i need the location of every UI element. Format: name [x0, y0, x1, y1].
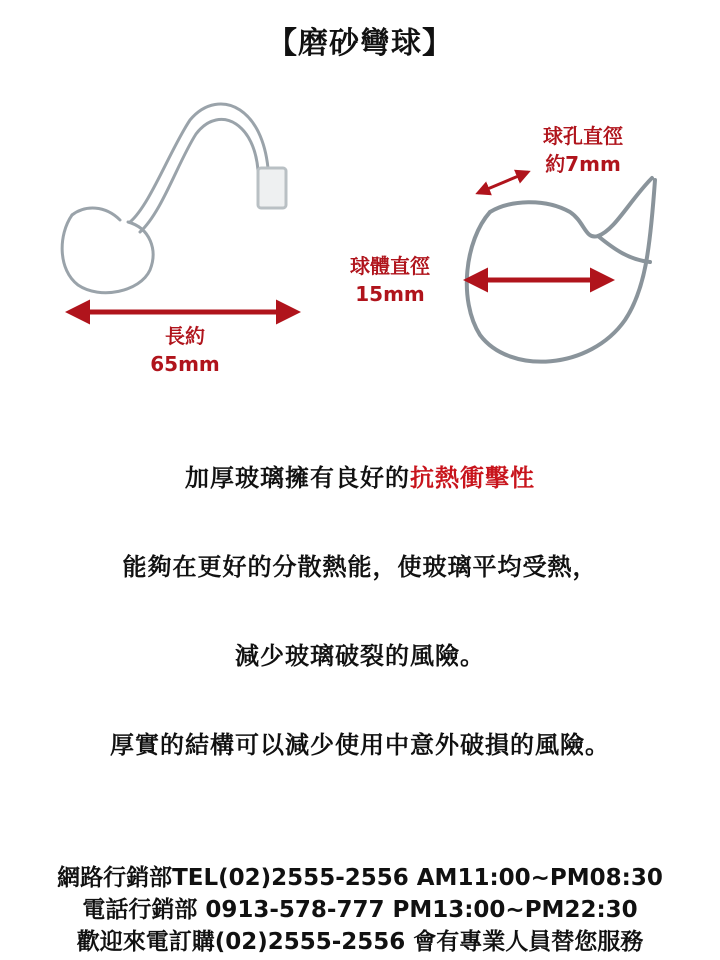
footer-line-3: 歡迎來電訂購(02)2555-2556 會有專業人員替您服務 [76, 929, 644, 955]
ball-diameter-label: 球體直徑 15mm [350, 254, 430, 306]
product-illustration [0, 0, 720, 440]
pipe-closeup-view [467, 178, 655, 362]
page-title: 【磨砂彎球】 [267, 26, 453, 61]
hole-diameter-label: 球孔直徑 約7mm [543, 124, 623, 176]
feature-line-1: 加厚玻璃擁有良好的抗熱衝擊性 [185, 464, 535, 492]
footer-line-2: 電話行銷部 0913-578-777 PM13:00~PM22:30 [82, 897, 638, 923]
feature-line-3: 減少玻璃破裂的風險。 [235, 642, 485, 670]
feature-line-4: 厚實的結構可以減少使用中意外破損的風險。 [110, 731, 610, 759]
contact-footer [0, 862, 720, 958]
pipe-full-view [62, 104, 286, 293]
hole-diameter-arrow [478, 172, 528, 193]
length-label: 長約 65mm [150, 324, 220, 376]
footer-line-1: 網路行銷部TEL(02)2555-2556 AM11:00~PM08:30 [57, 865, 663, 891]
feature-line-2: 能夠在更好的分散熱能，使玻璃平均受熱， [122, 553, 598, 581]
feature-highlight: 抗熱衝擊性 [410, 464, 535, 492]
